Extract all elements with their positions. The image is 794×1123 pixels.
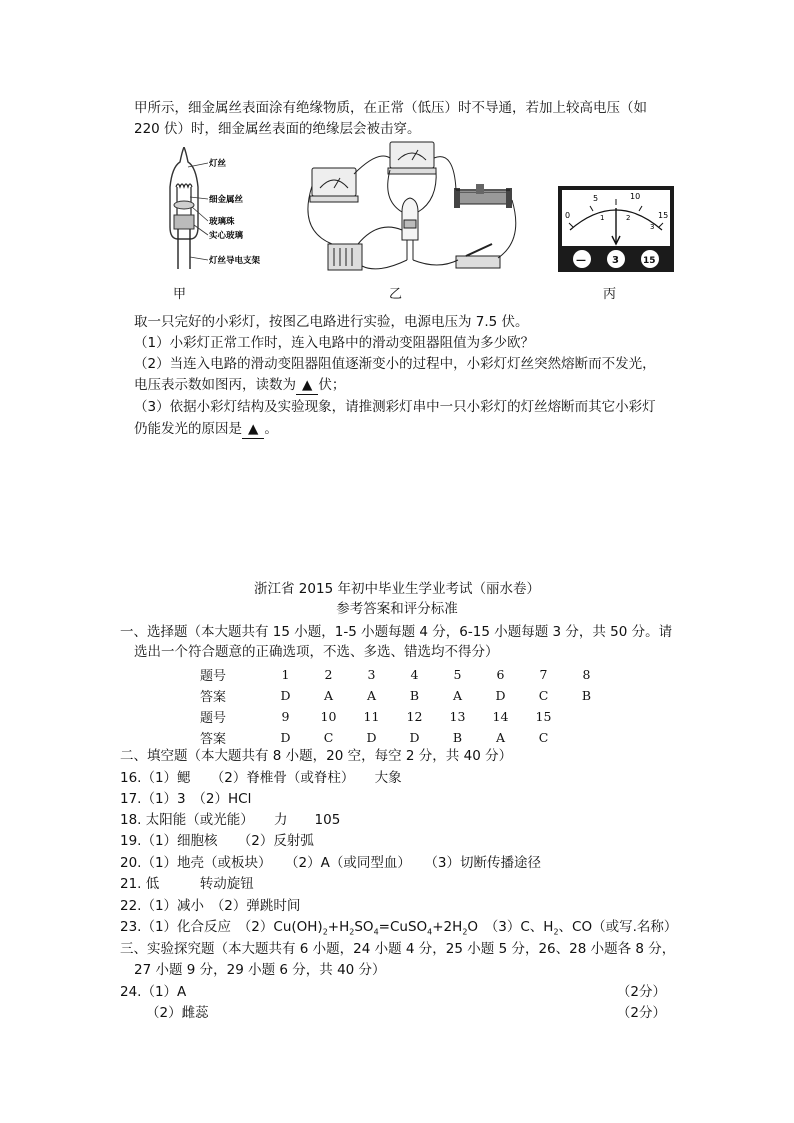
answer-23: 23.（1）化合反应 $(2)Cu(OH)_2+H_2SO_4=CuSO_4+2H_2O$ （3）C、$H_2$、CO（或写.名称）: [120, 919, 678, 937]
ammeter: [310, 168, 358, 202]
q3-text: 仍能发光的原因是: [134, 421, 242, 437]
question-3-line-1: （3）依据小彩灯结构及实验现象，请推测彩灯串中一只小彩灯的灯丝熔断而其它小彩灯: [134, 399, 656, 415]
label-fine-wire: 细金属丝: [209, 195, 244, 205]
figure-yi-caption: 乙: [389, 287, 403, 302]
dial-top-0: 0: [565, 211, 571, 220]
q3-answer-blank: ▲: [242, 420, 264, 439]
q2-text: 电压表示数如图丙，读数为: [134, 377, 296, 393]
answer-key-title: 浙江省 2015 年初中毕业生学业考试（丽水卷）: [254, 581, 540, 597]
svg-text:3: 3: [612, 255, 619, 266]
answer-24-1: 24.（1）A: [120, 984, 187, 1000]
answer-22: 22.（1）减小 （2）弹跳时间: [120, 898, 301, 914]
rheostat: [454, 184, 512, 208]
answer-24-2: （2）雌蕊: [146, 1005, 209, 1021]
intro-line-1: 甲所示，细金属丝表面涂有绝缘物质，在正常（低压）时不导通，若加上较高电压（如: [134, 100, 647, 116]
question-3-line-2: [134, 420, 278, 439]
answer-21: 21. 低 转动旋钮: [120, 876, 254, 892]
answer-20: 20.（1）地壳（或板块） （2）A（或同型血） （3）切断传播途径: [120, 855, 541, 871]
filament-coil: [176, 184, 192, 187]
q3-end: 。: [264, 421, 278, 437]
section-3-heading-2: 27 小题 9 分，29 小题 6 分，共 40 分）: [134, 962, 386, 978]
section-3-heading: 三、实验探究题（本大题共有 6 小题，24 小题 4 分，25 小题 5 分，26、28 小题各 8 分，: [120, 941, 676, 957]
dial-bottom-2: 2: [626, 214, 631, 222]
table-row: 答案 D C D D B A C: [200, 730, 549, 747]
section-1-heading-2: 选出一个符合题意的正确选项，不选、多选、错选均不得分）: [134, 644, 499, 660]
table-row: 答案 D A A B A D C B: [200, 688, 592, 705]
question-2-line-1: （2）当连入电路的滑动变阻器阻值逐渐变小的过程中，小彩灯灯丝突然熔断而不发光，: [134, 356, 656, 372]
answer-19: 19.（1）细胞核 （2）反射弧: [120, 833, 314, 849]
answer-18: 18. 太阳能（或光能） 力 105: [120, 812, 341, 828]
table-row: 题号 9 10 11 12 13 14 15: [200, 709, 552, 726]
figure-yi-circuit: [298, 140, 526, 276]
small-lamp: [402, 198, 418, 260]
question-setup: 取一只完好的小彩灯，按图乙电路进行实验，电源电压为 7.5 伏。: [134, 314, 529, 330]
figure-jia-lamp-diagram: [150, 147, 270, 272]
dial-top-5: 5: [593, 194, 599, 203]
figure-bing-voltmeter-dial: [558, 186, 674, 274]
svg-text:—: —: [576, 255, 586, 266]
q2-answer-blank: ▲: [296, 376, 318, 395]
figure-jia-caption: 甲: [173, 287, 187, 302]
switch: [456, 244, 500, 268]
dial-top-10: 10: [630, 192, 641, 201]
glass-bead: [174, 201, 194, 209]
intro-line-2: 220 伏）时，细金属丝表面的绝缘层会被击穿。: [134, 121, 421, 137]
section-2-heading: 二、填空题（本大题共有 8 小题，20 空，每空 2 分，共 40 分）: [120, 748, 513, 764]
dial-bottom-3: 3: [650, 223, 655, 231]
table-row: 题号 1 2 3 4 5 6 7 8: [200, 667, 591, 684]
choice-answer-table: [200, 664, 608, 748]
label-glass-bead: 玻璃珠: [209, 217, 235, 227]
label-solid-glass: 实心玻璃: [209, 231, 244, 241]
answer-24-1-score: （2分）: [616, 984, 666, 1000]
dial-bottom-1: 1: [600, 214, 605, 222]
q2-unit: 伏；: [318, 377, 346, 393]
figure-bing-caption: 丙: [603, 287, 617, 302]
battery: [328, 244, 362, 270]
dial-top-15: 15: [658, 211, 669, 220]
svg-text:15: 15: [643, 256, 656, 266]
question-1: （1）小彩灯正常工作时，连入电路中的滑动变阻器阻值为多少欧？: [134, 335, 535, 351]
label-filament-support: 灯丝导电支架: [209, 256, 261, 266]
answer-16: 16.（1）鳃 （2）脊椎骨（或脊柱） 大象: [120, 770, 402, 786]
voltmeter: [388, 142, 436, 174]
answer-24-2-score: （2分）: [616, 1005, 666, 1021]
solid-glass: [174, 215, 194, 229]
question-2-line-2: [134, 376, 345, 395]
label-filament: 灯丝: [209, 159, 227, 169]
section-1-heading: 一、选择题（本大题共有 15 小题，1-5 小题每题 4 分，6-15 小题每题 3 分，共 50 分。请: [120, 624, 673, 640]
answer-17: 17.（1）3 （2）HCl: [120, 791, 252, 807]
answer-key-subtitle: 参考答案和评分标准: [336, 601, 458, 617]
